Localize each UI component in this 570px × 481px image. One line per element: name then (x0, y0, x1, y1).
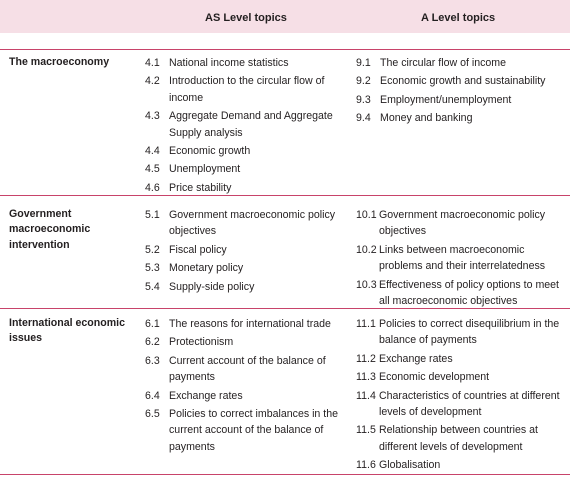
list-item: 11.4 Characteristics of countries at different levels of development (356, 389, 560, 419)
list-item: 9.3 Employment/unemployment (356, 93, 512, 106)
list-item: 5.1 Government macroeconomic policy objectives (145, 209, 336, 238)
list-item: 11.3 Economic development (356, 371, 490, 384)
list-item: 6.1 The reasons for international trade (145, 318, 331, 330)
list-item: 5.4 Supply-side policy (145, 280, 255, 293)
list-item: 9.4 Money and banking (356, 112, 473, 125)
list-item: 10.2 Links between macroeconomic problems and their interrelatedness (356, 243, 546, 273)
list-item: 6.2 Protectionism (145, 336, 234, 349)
list-item: 11.1 Policies to correct disequilibrium in the balance of payments (356, 318, 560, 347)
list-item: 9.2 Economic growth and sustainability (356, 75, 546, 88)
table-header (0, 0, 570, 33)
table-divider (0, 49, 570, 50)
list-item: 11.5 Relationship between countries at different levels of development (356, 424, 539, 453)
list-item: 10.1 Government macroeconomic policy objectives (356, 209, 546, 238)
as-topics-list (145, 316, 345, 457)
as-level-heading: AS Level topics (205, 12, 287, 24)
list-item: 10.3 Effectiveness of policy options to meet all macroeconomic objectives (356, 278, 559, 308)
list-item: 11.6 Globalisation (356, 459, 441, 472)
list-item: 4.2 Introduction to the circular flow of income (145, 75, 325, 104)
list-item: 6.3 Current account of the balance of payments (145, 354, 326, 384)
as-topics-list (145, 55, 345, 198)
list-item: 4.6 Price stability (145, 181, 232, 194)
a-topics-list (356, 316, 566, 476)
list-item: 5.3 Monetary policy (145, 262, 244, 275)
table-divider (0, 195, 570, 196)
a-topics-list (356, 207, 566, 311)
list-item: 4.5 Unemployment (145, 163, 241, 176)
as-topics-list (145, 207, 345, 297)
list-item: 4.1 National income statistics (145, 57, 289, 69)
section-label: The macroeconomy (9, 56, 110, 68)
list-item: 11.2 Exchange rates (356, 352, 453, 365)
section-label: International economic issues (9, 317, 125, 345)
list-item: 5.2 Fiscal policy (145, 243, 227, 256)
section-label: Government macroeconomic intervention (9, 208, 91, 251)
a-level-heading: A Level topics (421, 12, 496, 24)
list-item: 9.1 The circular flow of income (356, 57, 506, 69)
table-divider (0, 308, 570, 309)
list-item: 6.4 Exchange rates (145, 389, 243, 402)
table-divider (0, 474, 570, 475)
list-item: 4.3 Aggregate Demand and Aggregate Supply analysis (145, 110, 333, 139)
list-item: 6.5 Policies to correct imbalances in the current account of the balance of payments (145, 408, 338, 453)
a-topics-list (356, 55, 566, 129)
list-item: 4.4 Economic growth (145, 145, 251, 158)
